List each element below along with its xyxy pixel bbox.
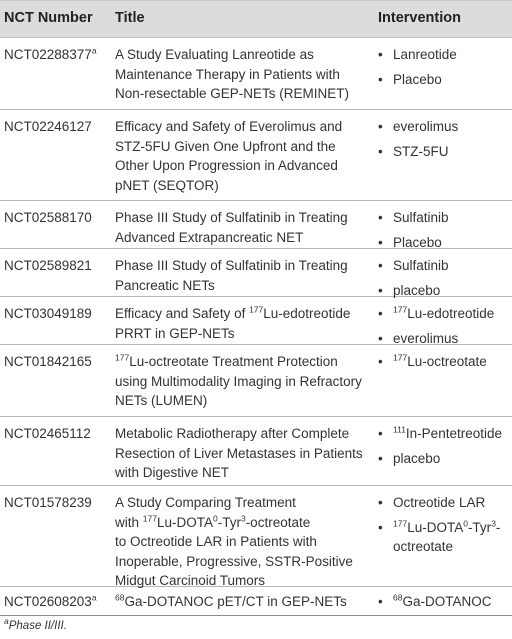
list-item: • $^{177}$Lu-octreotate <box>378 352 487 369</box>
intervention-list <box>378 592 508 612</box>
intervention-list <box>378 45 508 89</box>
intervention-list <box>378 493 508 557</box>
list-item: • placebo <box>378 282 441 298</box>
list-item: • $^{177}$Lu-edotreotide <box>378 304 495 321</box>
nct-number: NCT03049189 <box>4 306 92 321</box>
nct-number: NCT01842165 <box>4 354 92 369</box>
list-item: • Placebo <box>378 234 442 250</box>
header-title: Title <box>115 10 145 26</box>
trial-title: Efficacy and Safety of Everolimus and STZ-5FU Given One Upfront and the Other Upon Progression in Advanced pNET (SEQTOR) <box>115 119 343 193</box>
table-header <box>0 0 512 38</box>
trial-title: Metabolic Radiotherapy after Complete Resection of Liver Metastases in Patients with Digestive NET <box>115 426 363 480</box>
intervention-list <box>378 117 508 161</box>
trial-title: $^{68}$Ga-DOTANOC pET/CT in GEP-NETs <box>115 592 347 609</box>
list-item: • Placebo <box>378 71 442 87</box>
table-row <box>0 249 512 297</box>
table-row <box>0 417 512 486</box>
table-row <box>0 297 512 345</box>
nct-number: NCT02588170 <box>4 210 92 225</box>
list-item: • placebo <box>378 450 441 466</box>
intervention-list <box>378 352 508 372</box>
table-row <box>0 587 512 616</box>
intervention-list <box>378 424 508 468</box>
table-row <box>0 110 512 201</box>
list-item: • $^{177}$Lu-DOTA$^0$-Tyr$^3$- octreotate <box>378 518 501 554</box>
list-item: • everolimus <box>378 330 459 346</box>
nct-number: NCT02589821 <box>4 258 92 273</box>
nct-number: NCT02465112 <box>4 426 91 441</box>
table-footnote: $^a$Phase II/III. <box>4 616 67 632</box>
trial-title: $^{177}$Lu-octreotate Treatment Protection using Multimodality Imaging in Refractory NETs (LUMEN) <box>115 352 362 408</box>
trial-title: A Study Evaluating Lanreotide as Maintenance Therapy in Patients with Non-resectable GEP-NETs (REMINET) <box>115 47 350 101</box>
trial-title: A Study Comparing Treatment with $^{177}$Lu-DOTA$^0$-Tyr$^3$-octreotate to Octreotide LAR in Patients with Inoperable, Progressive, SSTR-Positive Midgut Carcinoid Tumors <box>115 495 353 588</box>
list-item: • Lanreotide <box>378 47 457 62</box>
list-item: • STZ-5FU <box>378 143 449 159</box>
intervention-list <box>378 304 508 348</box>
list-item: • Octreotide LAR <box>378 495 486 510</box>
trial-title: Phase III Study of Sulfatinib in Treating Advanced Extrapancreatic NET <box>115 210 348 245</box>
header-nct-number: NCT Number <box>4 10 93 26</box>
intervention-list <box>378 208 508 252</box>
list-item: • $^{111}$In-Pentetreotide <box>378 424 502 441</box>
list-item: • everolimus <box>378 119 459 134</box>
table-row <box>0 38 512 110</box>
trial-title: Phase III Study of Sulfatinib in Treating Pancreatic NETs <box>115 258 348 293</box>
nct-number: NCT02288377$^a$ <box>4 45 97 62</box>
trial-title: Efficacy and Safety of $^{177}$Lu-edotreotide PRRT in GEP-NETs <box>115 304 351 341</box>
nct-number: NCT02246127 <box>4 119 92 134</box>
list-item: • Sulfatinib <box>378 258 449 273</box>
nct-number: NCT02608203$^a$ <box>4 592 97 609</box>
nct-number: NCT01578239 <box>4 495 92 510</box>
list-item: • $^{68}$Ga-DOTANOC <box>378 592 492 609</box>
list-item: • Sulfatinib <box>378 210 449 225</box>
intervention-list <box>378 256 508 300</box>
table-row <box>0 345 512 417</box>
table-row <box>0 486 512 587</box>
table-row <box>0 201 512 249</box>
header-intervention: Intervention <box>378 10 461 26</box>
